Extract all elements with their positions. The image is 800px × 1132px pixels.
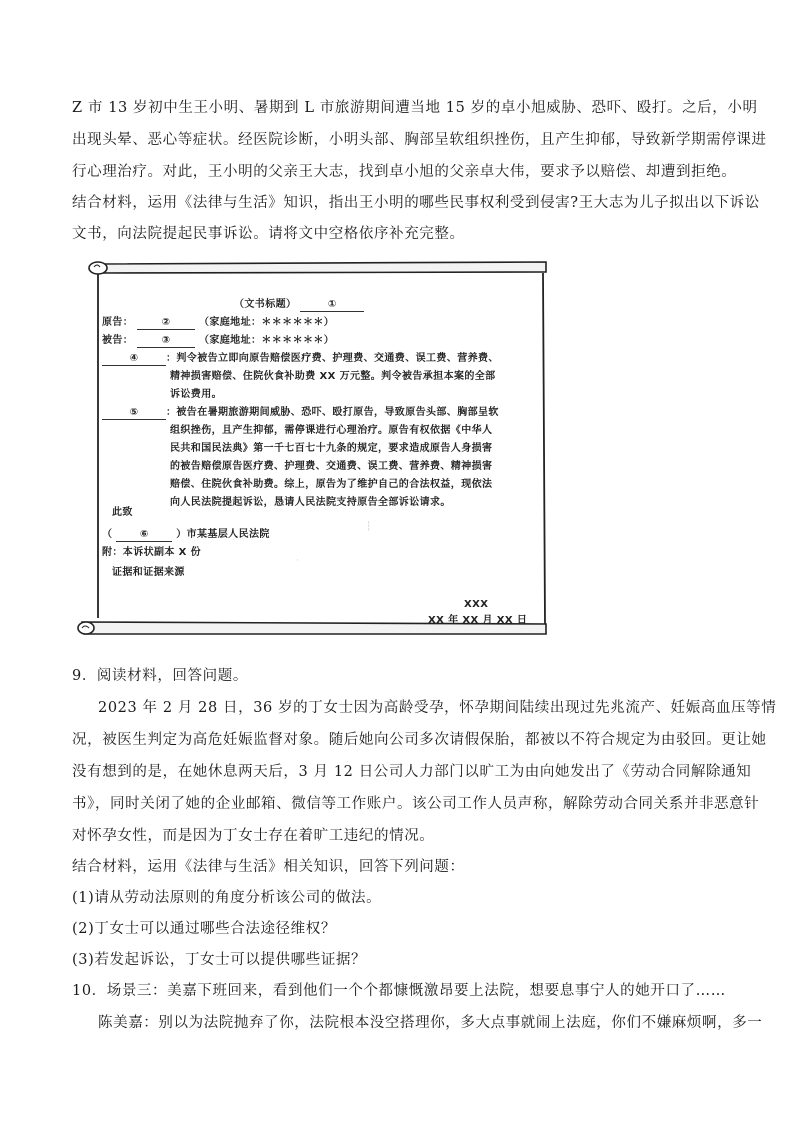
lawsuit-document-scroll bbox=[76, 256, 550, 638]
blank-2: ② bbox=[137, 316, 195, 330]
facts-row bbox=[102, 406, 499, 420]
paren-open: （ bbox=[102, 529, 113, 540]
document-title-row bbox=[234, 298, 364, 312]
claim-row bbox=[102, 352, 499, 366]
facts-line-1: ：被告在暑期旅游期间威胁、恐吓、殴打原告，导致原告头部、胸部呈软 bbox=[166, 407, 499, 418]
blank-6: ⑥ bbox=[116, 528, 172, 542]
intro-line-3: 行心理治疗。对此，王小明的父亲王大志，找到卓小旭的父亲卓大伟，要求予以赔偿、却遭到拒绝。 bbox=[72, 164, 737, 180]
defendant-label: 被告： bbox=[102, 335, 134, 346]
facts-line-2: 组织挫伤，且产生抑郁，需停课进行心理治疗。原告有权依据《中华人 bbox=[170, 425, 493, 436]
question-line-1: 结合材料，运用《法律与生活》知识，指出王小明的哪些民事权利受到侵害?王大志为儿子拟出以下诉讼 bbox=[72, 195, 760, 211]
signature-date: XX 年 XX 月 XX 日 bbox=[428, 615, 528, 626]
q9-line-2: 况，被医生判定为高危妊娠监督对象。随后她向公司多次请假保胎，都被以不符合规定为由驳回。更让她 bbox=[72, 732, 767, 748]
q9-line-1: 2023 年 2 月 28 日，36 岁的丁女士因为高龄受孕，怀孕期间陆续出现过先兆流产、妊娠高血压等情 bbox=[98, 700, 777, 716]
q9-sub-3: (3)若发起诉讼，丁女士可以提供哪些证据？ bbox=[72, 952, 367, 968]
defendant-address: （家庭地址：＊＊＊＊＊＊） bbox=[198, 335, 335, 346]
bleed-through-mark: · bbox=[296, 556, 299, 566]
claim-line-2: 精神损害赔偿、住院伙食补助费 XX 万元整。判令被告承担本案的全部 bbox=[170, 371, 496, 382]
facts-line-5: 赔偿、住院伙食补助费。综上，原告为了维护自己的合法权益，现依法 bbox=[170, 479, 493, 490]
facts-line-4: 的被告赔偿原告医疗费、护理费、交通费、误工费、营养费、精神损害 bbox=[170, 461, 493, 472]
facts-line-6: 向人民法院提起诉讼，恳请人民法院支持原告全部诉讼请求。 bbox=[170, 497, 451, 508]
q9-line-4: 书》，同时关闭了她的企业邮箱、微信等工作账户。该公司工作人员声称，解除劳动合同关系并非恶意针 bbox=[72, 796, 760, 812]
attachment-line-2: 证据和证据来源 bbox=[112, 567, 185, 578]
claim-line-1: ：判令被告立即向原告赔偿医疗费、护理费、交通费、误工费、营养费、 bbox=[166, 353, 499, 364]
intro-line-2: 出现头晕、恶心等症状。经医院诊断，小明头部、胸部呈软组织挫伤，且产生抑郁，导致新学期需停课进 bbox=[72, 132, 767, 148]
plaintiff-row bbox=[102, 316, 334, 330]
defendant-row bbox=[102, 334, 334, 348]
facts-line-3: 民共和国民法典》第一千七百七十九条的规定，要求造成原告人身损害 bbox=[170, 443, 493, 454]
q9-sub-2: (2)丁女士可以通过哪些合法途径维权？ bbox=[72, 921, 336, 937]
q9-heading: 9．阅读材料，回答问题。 bbox=[72, 668, 248, 684]
claim-line-3: 诉讼费用。 bbox=[170, 389, 222, 400]
plaintiff-address: （家庭地址：＊＊＊＊＊＊） bbox=[198, 317, 335, 328]
q9-ask: 结合材料，运用《法律与生活》相关知识，回答下列问题： bbox=[72, 859, 465, 875]
q9-line-5: 对怀孕女性，而是因为丁女士存在着旷工违纪的情况。 bbox=[72, 828, 435, 844]
intro-line-1: Z 市 13 岁初中生王小明、暑期到 L 市旅游期间遭当地 15 岁的卓小旭威胁、恐吓、殴打。之后，小明 bbox=[72, 100, 758, 116]
blank-5: ⑤ bbox=[102, 406, 166, 420]
blank-1: ① bbox=[300, 298, 364, 312]
court-row bbox=[102, 528, 270, 542]
q9-sub-1: (1)请从劳动法原则的角度分析该公司的做法。 bbox=[72, 890, 382, 906]
title-label: （文书标题） bbox=[234, 299, 297, 310]
q9-line-3: 没有想到的是，在她休息两天后，3 月 12 日公司人力部门以旷工为由向她发出了《劳动合同解除通知 bbox=[72, 764, 752, 780]
question-line-2: 文书，向法院提起民事诉讼。请将文中空格依序补充完整。 bbox=[72, 226, 465, 242]
court-name: ）市某基层人民法院 bbox=[176, 529, 270, 540]
bleed-through-mark: ┆ bbox=[366, 522, 372, 532]
signature-name: XXX bbox=[464, 599, 489, 610]
attachment-line-1: 附：本诉状副本 X 份 bbox=[102, 547, 202, 558]
salutation: 此致 bbox=[112, 507, 133, 518]
plaintiff-label: 原告： bbox=[102, 317, 134, 328]
blank-3: ③ bbox=[137, 334, 195, 348]
blank-4: ④ bbox=[102, 352, 166, 366]
q10-line-2: 陈美嘉：别以为法院抛弃了你，法院根本没空搭理你，多大点事就闹上法庭，你们不嫌麻烦啊，多一 bbox=[98, 1015, 763, 1031]
q10-line-1: 10．场景三：美嘉下班回来，看到他们一个个都慷慨激昂要上法院，想要息事宁人的她开口了…… bbox=[72, 983, 726, 999]
